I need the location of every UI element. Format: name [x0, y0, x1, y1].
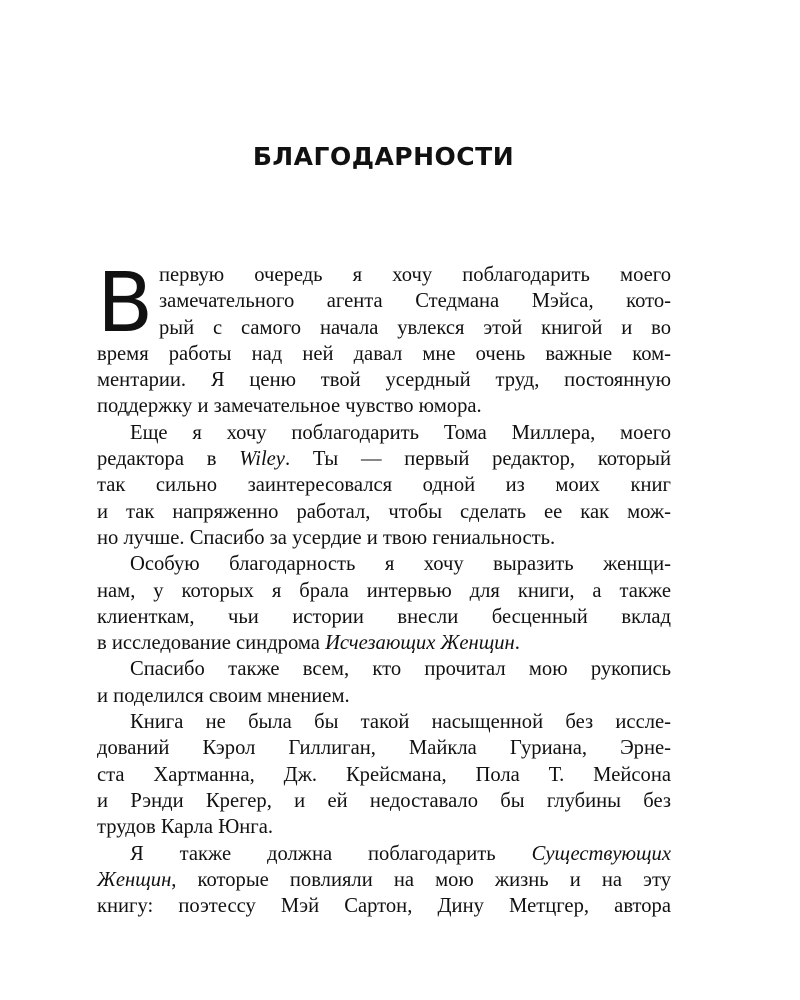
text-line: так сильно заинтересовался одной из моих книг	[97, 474, 671, 497]
text-line: время работы над ней давал мне очень важные ком-	[97, 342, 671, 365]
paragraph-4	[97, 656, 671, 709]
text-line: и Рэнди Крегер, и ей недоставало бы глубины без	[97, 789, 671, 812]
text-run: в исследование синдрома	[97, 632, 326, 655]
text-line: но лучше. Спасибо за усердие и твою гениальность.	[97, 526, 556, 549]
publisher-name: Wiley	[239, 448, 285, 471]
italic-term: Женщин	[97, 868, 172, 891]
text-line: Особую благодарность я хочу выразить женщи-	[130, 553, 671, 576]
text-line	[97, 630, 671, 656]
text-run: редактора в	[97, 448, 240, 471]
drop-cap: В	[97, 256, 154, 351]
text-line: поддержку и замечательное чувство юмора.	[97, 395, 482, 418]
text-line: и поделился своим мнением.	[97, 684, 350, 707]
text-run: . Ты — первый редактор, который	[284, 448, 671, 471]
text-run: Я также должна поблагодарить	[130, 842, 532, 865]
italic-term: Исчезающих Женщин	[325, 632, 515, 655]
text-line: клиенткам, чьи истории внесли бесценный вклад	[97, 605, 671, 628]
text-line: ста Хартманна, Дж. Крейсмана, Пола Т. Мейсона	[97, 763, 671, 786]
text-line: Еще я хочу поблагодарить Тома Миллера, моего	[130, 421, 671, 444]
paragraph-1	[97, 256, 671, 420]
text-line: Книга не была бы такой насыщенной без иссле-	[130, 711, 671, 734]
text-line: книгу: поэтессу Мэй Сартон, Дину Метцгер, автора	[97, 895, 671, 918]
text-line: нам, у которых я брала интервью для книги, а также	[97, 579, 671, 602]
text-line: дований Кэрол Гиллиган, Майкла Гуриана, Эрне-	[97, 737, 671, 760]
text-line	[97, 867, 671, 893]
paragraph-3	[97, 551, 671, 656]
text-line: первую очередь я хочу поблагодарить моего	[159, 264, 671, 286]
paragraph-5	[97, 709, 671, 840]
text-line: Спасибо также всем, кто прочитал мою рукопись	[130, 658, 671, 681]
text-line: рый с самого начала увлекся этой книгой и во	[159, 316, 671, 339]
text-line	[97, 446, 671, 472]
text-line: замечательного агента Стедмана Мэйса, кото-	[159, 290, 671, 313]
text-line: и так напряженно работал, чтобы сделать ее как мож-	[97, 500, 671, 523]
text-line: ментарии. Я ценю твой усердный труд, постоянную	[97, 369, 671, 392]
paragraph-2	[97, 420, 671, 551]
page-title: БЛАГОДАРНОСТИ	[252, 142, 515, 171]
paragraph-6	[97, 841, 671, 920]
text-line	[97, 841, 671, 867]
italic-term: Существующих	[531, 842, 671, 865]
acknowledgements-text	[97, 256, 671, 919]
text-run: , которые повлияли на мою жизнь и на эту	[171, 868, 671, 891]
text-run: .	[514, 632, 520, 655]
text-line: трудов Карла Юнга.	[97, 816, 274, 839]
